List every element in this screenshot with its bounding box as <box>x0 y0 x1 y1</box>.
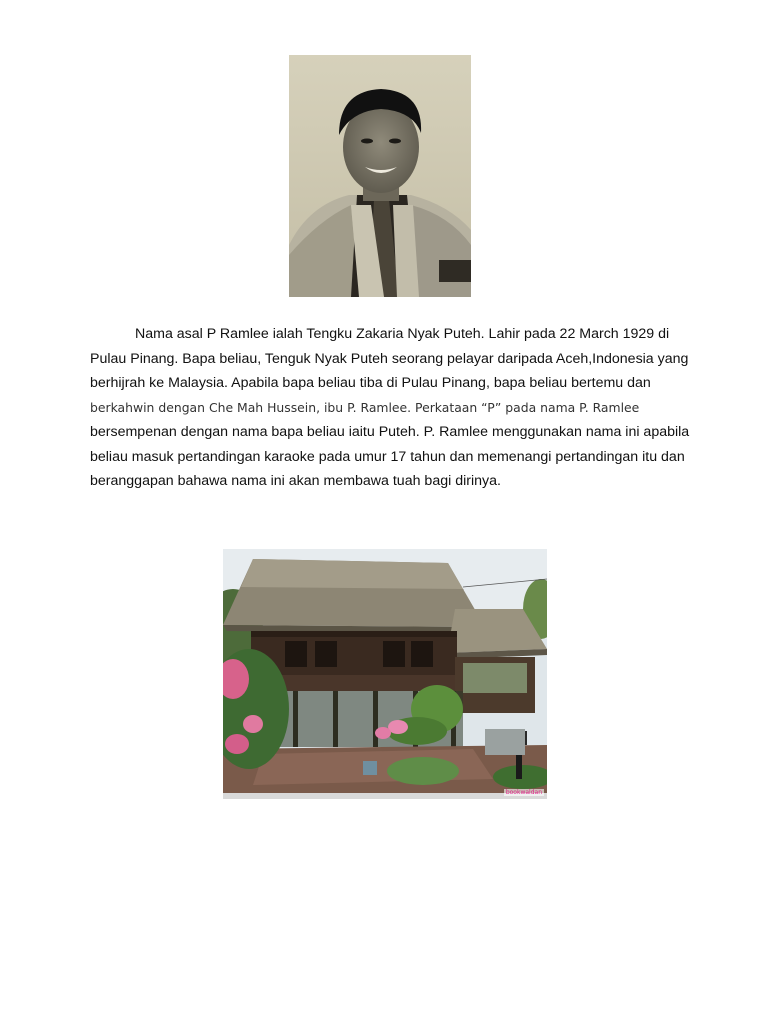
paragraph-line: Pulau Pinang. Bapa beliau, Tenguk Nyak Puteh seorang pelayar daripada Aceh,Indonesia yang <box>90 350 689 367</box>
paragraph-line: berhijrah ke Malaysia. Apabila bapa beliau tiba di Pulau Pinang, bapa beliau bertemu dan <box>90 375 651 391</box>
paragraph-line: bersempenan dengan nama bapa beliau iaitu Puteh. P. Ramlee menggunakan nama ini apabila <box>90 424 690 440</box>
paragraph-line: berkahwin dengan Che Mah Hussein, ibu P. Ramlee. Perkataan “P” pada nama P. Ramlee <box>90 399 640 415</box>
biography-paragraph <box>90 322 690 494</box>
portrait-photo <box>289 55 471 297</box>
paragraph-line: beranggapan bahawa nama ini akan membawa tuah bagi dirinya. <box>90 473 501 489</box>
house-photo <box>223 549 547 799</box>
paragraph-line: Nama asal P Ramlee ialah Tengku Zakaria Nyak Puteh. Lahir pada 22 March 1929 di <box>135 326 670 342</box>
photo-watermark: bookwaldan <box>505 789 542 796</box>
paragraph-line: beliau masuk pertandingan karaoke pada umur 17 tahun dan memenangi pertandingan itu dan <box>90 448 685 465</box>
